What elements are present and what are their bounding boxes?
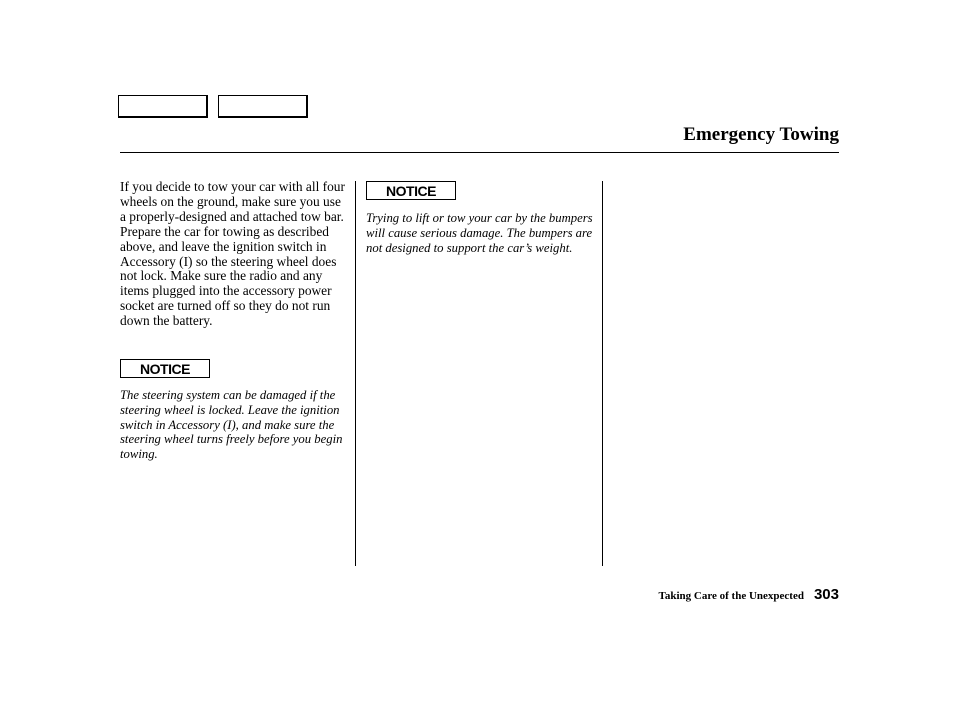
towing-instructions-paragraph: If you decide to tow your car with all four wheels on the ground, make sure you use a properly-designed and attached tow bar. Prepare the car for towing as described above, and leave the ignition switch in Accessory (I) so the steering wheel does not lock. Make sure the radio and any items plugged into the accessory power socket are turned off so they do not run down the battery. <box>120 179 345 329</box>
title-divider <box>120 152 839 153</box>
column-divider-left <box>355 181 356 566</box>
notice-text-bumpers: Trying to lift or tow your car by the bumpers will cause serious damage. The bumpers are not designed to support the car’s weight. <box>366 211 593 255</box>
footer-section-title: Taking Care of the Unexpected <box>658 590 804 602</box>
notice-label-steering: NOTICE <box>120 359 210 378</box>
notice-text-steering: The steering system can be damaged if the steering wheel is locked. Leave the ignition switch in Accessory (I), and make sure the steering wheel turns freely before you begin towing. <box>120 388 343 462</box>
page-number: 303 <box>813 586 839 603</box>
page-title: Emergency Towing <box>683 124 839 145</box>
column-divider-right <box>602 181 603 566</box>
notice-label-bumpers: NOTICE <box>366 181 456 200</box>
page-footer <box>659 586 839 603</box>
nav-button-next[interactable] <box>218 95 308 118</box>
nav-button-previous[interactable] <box>118 95 208 118</box>
